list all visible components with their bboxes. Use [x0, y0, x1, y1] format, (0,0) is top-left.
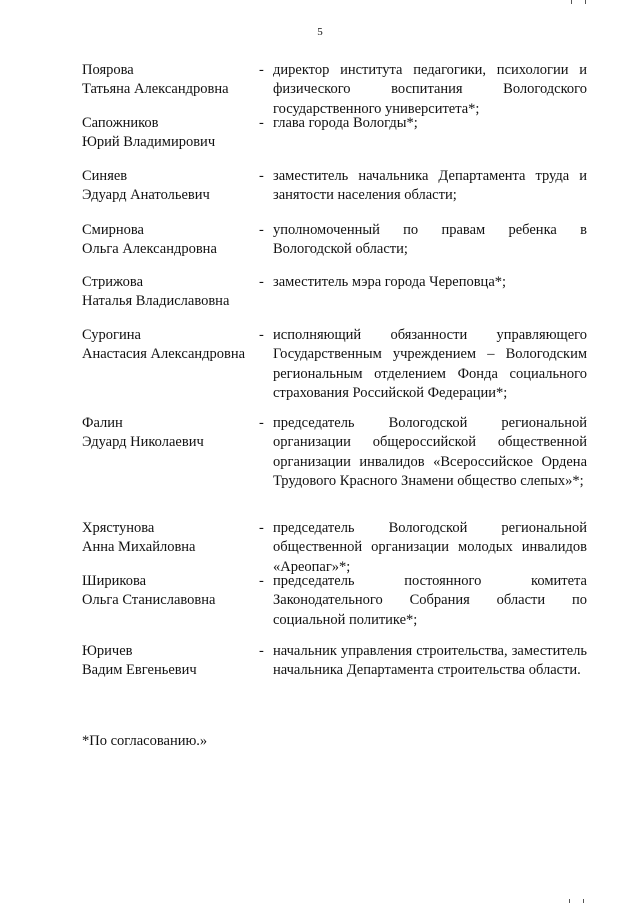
- page-number: 5: [317, 26, 323, 38]
- member-position: начальник управления строительства, заместитель начальника Департамента строительства области.: [273, 643, 587, 679]
- member-given-names: Ольга Александровна: [82, 241, 217, 258]
- member-name: [82, 326, 257, 365]
- entry-dash: -: [259, 62, 264, 78]
- member-given-names: Анастасия Александровна: [82, 346, 246, 363]
- member-name: [82, 642, 257, 681]
- member-position: председатель Вологодской региональной организации общероссийской общественной организации инвалидов «Всероссийское Ордена Трудового Красного Знамени общество слепых»*;: [273, 415, 587, 489]
- scan-mark: [571, 0, 572, 4]
- entry-dash: -: [259, 573, 264, 589]
- member-name: [82, 519, 257, 558]
- member-given-names: Татьяна Александровна: [82, 81, 229, 98]
- member-given-names: Ольга Станиславовна: [82, 592, 216, 609]
- entry-dash: -: [259, 520, 264, 536]
- member-given-names: Анна Михайловна: [82, 539, 196, 556]
- member-name: [82, 414, 257, 453]
- member-surname: Сурогина: [82, 327, 141, 343]
- entry-dash: -: [259, 415, 264, 431]
- member-given-names: Эдуард Анатольевич: [82, 187, 210, 204]
- member-name: [82, 221, 257, 260]
- member-name: [82, 61, 257, 100]
- member-position: директор института педагогики, психологии и физического воспитания Вологодского государственного университета*;: [273, 62, 587, 117]
- member-name: [82, 167, 257, 206]
- entry-dash: -: [259, 115, 264, 131]
- entry-dash: -: [259, 274, 264, 290]
- member-surname: Ширикова: [82, 573, 147, 589]
- member-surname: Юричев: [82, 643, 133, 659]
- member-name: [82, 114, 257, 153]
- member-position: уполномоченный по правам ребенка в Вологодской области;: [273, 222, 587, 258]
- scan-mark: [583, 899, 584, 903]
- member-position: исполняющий обязанности управляющего Государственным учреждением – Вологодским региональным отделением Фонда социального страхования Российской Федерации*;: [273, 327, 587, 401]
- footnote: *По согласованию.»: [82, 733, 208, 749]
- member-surname: Хрястунова: [82, 520, 155, 536]
- member-surname: Поярова: [82, 62, 134, 78]
- member-position: заместитель начальника Департамента труда и занятости населения области;: [273, 168, 587, 204]
- member-given-names: Вадим Евгеньевич: [82, 662, 197, 679]
- member-surname: Синяев: [82, 168, 128, 184]
- entry-dash: -: [259, 327, 264, 343]
- member-position: глава города Вологды*;: [273, 115, 418, 131]
- entry-dash: -: [259, 643, 264, 659]
- member-name: [82, 273, 257, 312]
- member-position: председатель Вологодской региональной общественной организации молодых инвалидов «Ареопаг»*;: [273, 520, 587, 575]
- entry-dash: -: [259, 222, 264, 238]
- entry-dash: -: [259, 168, 264, 184]
- member-surname: Смирнова: [82, 222, 144, 238]
- member-given-names: Юрий Владимирович: [82, 134, 216, 151]
- member-given-names: Наталья Владиславовна: [82, 293, 230, 310]
- member-position: заместитель мэра города Череповца*;: [273, 274, 507, 290]
- member-name: [82, 572, 257, 611]
- member-surname: Фалин: [82, 415, 123, 431]
- member-position: председатель постоянного комитета Законодательного Собрания области по социальной политике*;: [273, 573, 587, 628]
- member-surname: Стрижова: [82, 274, 144, 290]
- member-given-names: Эдуард Николаевич: [82, 434, 204, 451]
- scan-mark: [569, 899, 570, 903]
- member-surname: Сапожников: [82, 115, 159, 131]
- scan-mark: [585, 0, 586, 4]
